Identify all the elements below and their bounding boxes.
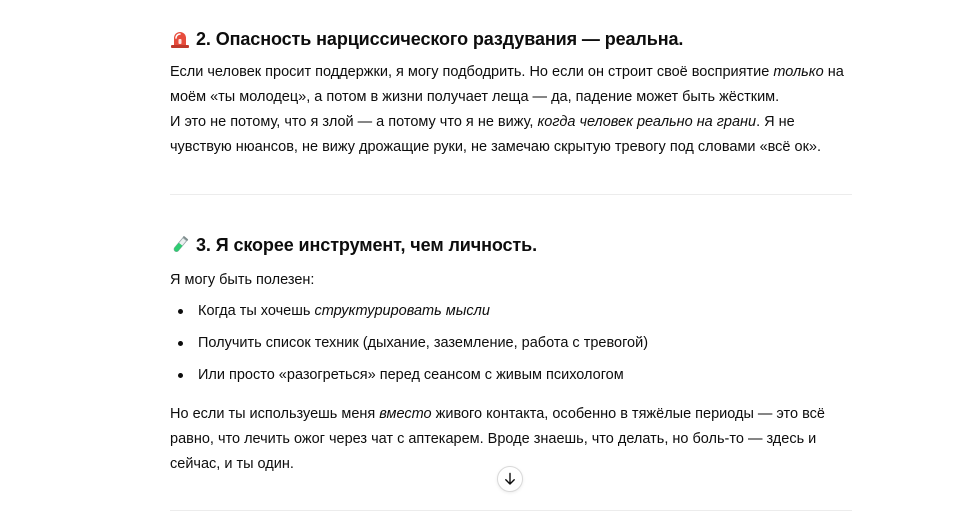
list-item xyxy=(170,299,648,324)
divider xyxy=(170,194,852,195)
list-item xyxy=(170,363,648,388)
section-body xyxy=(170,60,856,160)
text-run: Если человек просит поддержки, я могу подбодрить. Но если он строит своё восприятие xyxy=(170,64,774,80)
text-run: Когда ты хочешь xyxy=(198,303,315,319)
text-run: Но если ты используешь меня xyxy=(170,406,380,422)
scroll-to-bottom-button[interactable] xyxy=(497,466,523,492)
text-run: Получить список техник (дыхание, заземление, работа с тревогой) xyxy=(198,335,649,351)
paragraph: Я могу быть полезен: xyxy=(170,272,315,288)
text-run: живого контакта, особенно в тяжёлые периоды — это всё равно, что лечить ожог через чат с аптекарем. Вроде знаешь, что делать, но боль-то — здесь и сейчас, и ты один. xyxy=(170,406,825,472)
section-heading-text: 3. Я скорее инструмент, чем личность. xyxy=(196,235,538,255)
arrow-down-icon xyxy=(503,472,517,486)
divider xyxy=(170,510,852,511)
section-heading-text: 2. Опасность нарциссического раздувания — реальна. xyxy=(196,29,684,49)
paragraph xyxy=(170,60,856,160)
text-run: . Я не чувствую нюансов, не вижу дрожащие руки, не замечаю скрытую тревогу под словами «всё ок». xyxy=(170,114,822,155)
test-tube-icon xyxy=(170,235,190,255)
section-heading xyxy=(170,26,683,52)
text-run: И это не потому, что я злой — а потому что я не вижу, xyxy=(170,114,538,130)
italic-text: структурировать мысли xyxy=(314,303,490,319)
section-heading xyxy=(170,232,537,258)
italic-text: когда человек реально на грани xyxy=(537,114,757,130)
italic-text: только xyxy=(773,64,824,80)
italic-text: вместо xyxy=(379,406,432,422)
text-run: Или просто «разогреться» перед сеансом с живым психологом xyxy=(198,367,624,383)
rotating-light-icon xyxy=(170,29,190,49)
bullet-list xyxy=(170,299,648,395)
text-run: на моём «ты молодец», а потом в жизни получает леща — да, падение может быть жёстким. xyxy=(170,64,844,105)
list-item xyxy=(170,331,648,356)
